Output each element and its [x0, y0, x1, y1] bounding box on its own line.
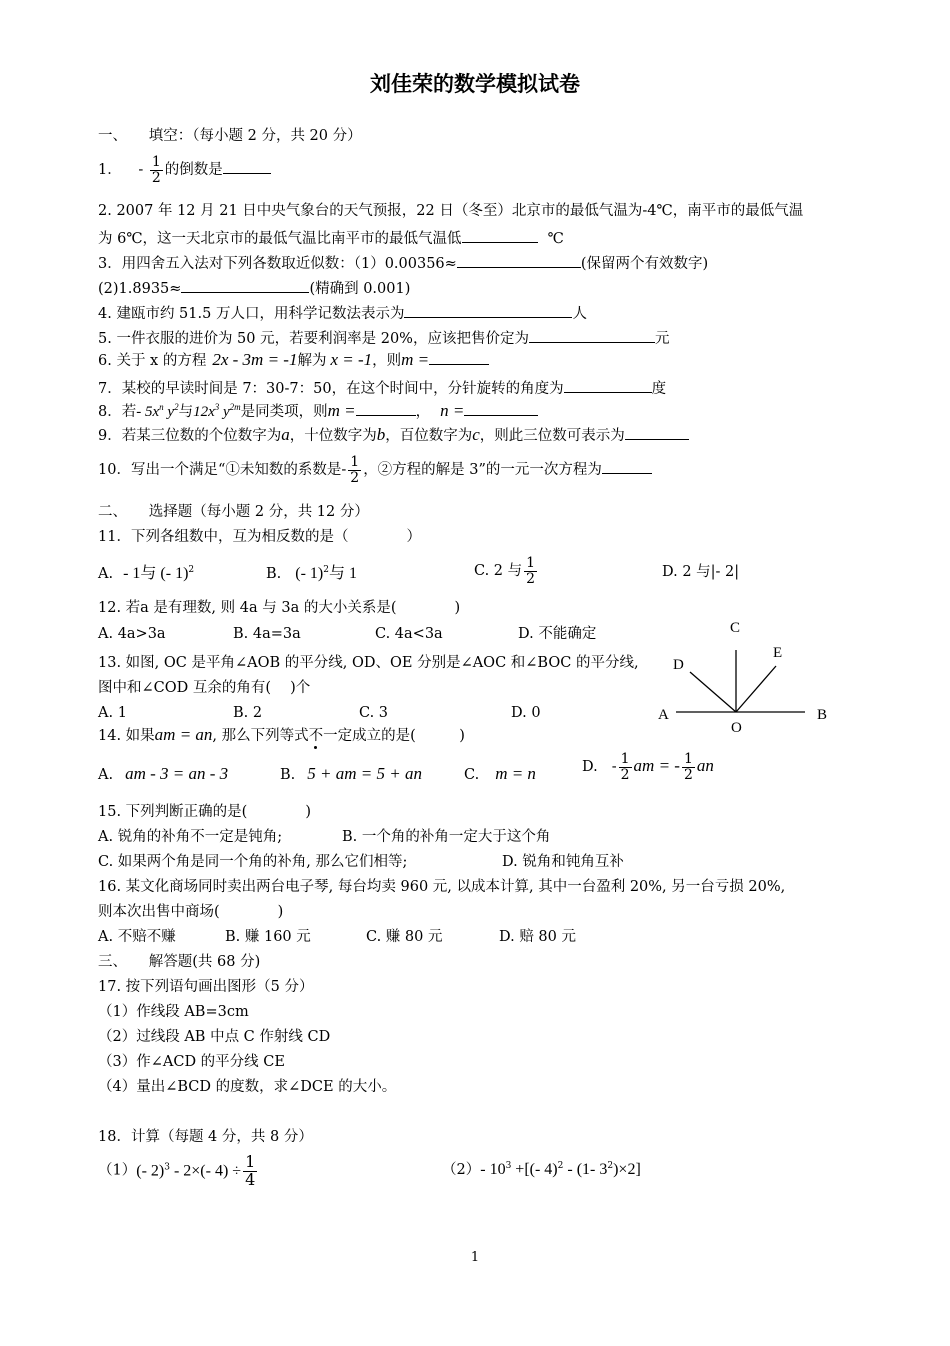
part-1: （1）(- 2)$^3$ - 2×(- 4) ÷ $\frac{1}{4}$ — [98, 1152, 256, 1189]
question-16-line-1: 16. 某文化商场同时卖出两台电子琴, 每台均卖 960 元, 以成本计算, 其中一台盈利 20%, 另一台亏损 20%, — [98, 879, 786, 895]
answer-blank[interactable] — [464, 402, 538, 416]
question-8: 8．若- $5x^n$ $y^2$与$12x^3$ $y^{2m}$是同类项，则m = ， n = — [98, 401, 538, 421]
question-13-line-2: 图中和∠COD 互余的角有( )个 — [98, 680, 311, 696]
question-10: 10．写出一个满足“①未知数的系数是- $\frac{1}{2}$ ，②方程的解是 3”的一元一次方程为 — [98, 455, 652, 485]
answer-blank[interactable] — [429, 351, 489, 365]
option-c[interactable]: C. 2 与 $\frac{1}{2}$ — [474, 555, 536, 587]
answer-blank[interactable] — [602, 460, 652, 474]
page-title: 刘佳荣的数学模拟试卷 — [370, 72, 580, 96]
option-a[interactable]: A. am - 3 = an - 3 — [98, 764, 229, 783]
section-answers: 三、 解答题(共 68 分) — [98, 954, 261, 970]
option-b[interactable]: B. (- 1)$^2$与 1 — [266, 565, 357, 582]
question-17-step-1: （1）作线段 AB=3cm — [98, 1004, 249, 1020]
option-a[interactable]: A. 1 — [98, 705, 127, 721]
equation: 2x - 3m = -1 — [212, 350, 298, 369]
question-17-step-4: （4）量出∠BCD 的度数，求∠DCE 的大小。 — [98, 1079, 397, 1095]
answer-blank[interactable] — [529, 329, 655, 343]
answer-blank[interactable] — [404, 304, 572, 318]
option-c[interactable]: C. 3 — [359, 705, 389, 721]
label-b: B — [817, 707, 828, 723]
option-d[interactable]: D. 赔 80 元 — [499, 929, 576, 945]
answer-blank[interactable] — [356, 402, 416, 416]
label-a: A — [658, 707, 669, 723]
option-b[interactable]: B. 4a=3a — [233, 626, 301, 642]
question-18: 18．计算（每题 4 分，共 8 分） — [98, 1129, 313, 1145]
label-c: C — [730, 620, 741, 636]
question-15: 15. 下列判断正确的是( ) — [98, 804, 311, 820]
answer-blank[interactable] — [223, 160, 271, 174]
option-a[interactable]: A. - 1与 (- 1)$^2$ — [98, 565, 195, 582]
option-c[interactable]: C. 赚 80 元 — [366, 929, 443, 945]
question-3-line-1: 3．用四舍五入法对下列各数取近似数：（1）0.00356≈ (保留两个有效数字) — [98, 254, 708, 273]
question-2-line-2: 为 6℃，这一天北京市的最低气温比南平市的最低气温低 ℃ — [98, 229, 564, 248]
ray-oe — [736, 666, 776, 712]
question-13-line-1: 13. 如图, OC 是平角∠AOB 的平分线, OD、OE 分别是∠AOC 和∠BOC 的平分线, — [98, 655, 639, 671]
question-1: 1． - $\frac{1}{2}$ 的倒数是 — [98, 155, 271, 185]
question-2-line-1: 2. 2007 年 12 月 21 日中央气象台的天气预报，22 日（冬至）北京市的最低气温为-4℃，南平市的最低气温 — [98, 203, 804, 219]
option-a[interactable]: A. 不赔不赚 — [98, 929, 176, 945]
question-9: 9．若某三位数的个位数字为a，十位数字为b，百位数字为c，则此三位数可表示为 — [98, 425, 689, 445]
option-b[interactable]: B. 5 + am = 5 + an — [280, 764, 422, 783]
option-c[interactable]: C. m = n — [464, 764, 536, 783]
fraction: $\frac{1}{2}$ — [151, 154, 161, 186]
section-fill-in: 一、 填空：（每小题 2 分，共 20 分） — [98, 128, 362, 144]
option-b[interactable]: B. 2 — [233, 705, 263, 721]
section-multiple-choice: 二、 选择题（每小题 2 分，共 12 分） — [98, 504, 369, 520]
question-5: 5. 一件衣服的进价为 50 元，若要利润率是 20%，应该把售价定为 元 — [98, 329, 669, 348]
option-b[interactable]: B. 赚 160 元 — [225, 929, 311, 945]
question-16-line-2: 则本次出售中商场( ) — [98, 904, 284, 920]
option-d[interactable]: D. 0 — [511, 705, 541, 721]
question-17-step-3: （3）作∠ACD 的平分线 CE — [98, 1054, 285, 1070]
label-e: E — [773, 645, 783, 661]
solution: x = -1 — [330, 350, 373, 369]
answer-blank[interactable] — [457, 254, 581, 268]
question-4: 4. 建瓯市约 51.5 万人口，用科学记数法表示为 人 — [98, 304, 587, 323]
option-b[interactable]: B. 一个角的补角一定大于这个角 — [342, 829, 551, 845]
option-d[interactable]: D. - $\frac{1}{2}$ am = - $\frac{1}{2}$ an — [582, 751, 714, 783]
fraction: $\frac{1}{2}$ — [350, 454, 360, 486]
ray-od — [690, 672, 736, 712]
option-c[interactable]: C. 4a<3a — [375, 626, 443, 642]
question-12: 12. 若a 是有理数, 则 4a 与 3a 的大小关系是( ) — [98, 600, 461, 616]
question-7: 7．某校的早读时间是 7：30-7：50，在这个时间中，分针旋转的角度为 度 — [98, 379, 666, 398]
label-d: D — [673, 657, 684, 673]
option-a[interactable]: A. 4a>3a — [98, 626, 166, 642]
option-d[interactable]: D. 锐角和钝角互补 — [502, 854, 624, 870]
question-6: 6. 关于 x 的方程 2x - 3m = -1解为 x = -1，则m = — [98, 350, 489, 370]
answer-blank[interactable] — [625, 426, 689, 440]
answer-blank[interactable] — [181, 279, 309, 293]
answer-blank[interactable] — [564, 379, 652, 393]
page-number: 1 — [470, 1250, 480, 1265]
option-d[interactable]: D. 不能确定 — [518, 626, 597, 642]
question-11: 11．下列各组数中，互为相反数的是（ ） — [98, 529, 421, 545]
question-17: 17. 按下列语句画出图形（5 分） — [98, 979, 314, 995]
answer-blank[interactable] — [462, 229, 538, 243]
option-c[interactable]: C. 如果两个角是同一个角的补角, 那么它们相等; — [98, 854, 408, 870]
question-14: 14. 如果am = an, 那么下列等式不一定成立的是( ) — [98, 725, 465, 744]
label-o: O — [731, 720, 742, 736]
angle-figure — [670, 640, 820, 720]
part-2: （2）- $10^3$ +[(- 4)$^2$ - (1- $3^2)\times 2$] — [442, 1161, 641, 1178]
option-d[interactable]: D. 2 与|- 2| — [662, 564, 740, 580]
question-3-line-2: (2)1.8935≈ (精确到 0.001) — [98, 279, 410, 298]
option-a[interactable]: A. 锐角的补角不一定是钝角; — [98, 829, 283, 845]
question-17-step-2: （2）过线段 AB 中点 C 作射线 CD — [98, 1029, 331, 1045]
